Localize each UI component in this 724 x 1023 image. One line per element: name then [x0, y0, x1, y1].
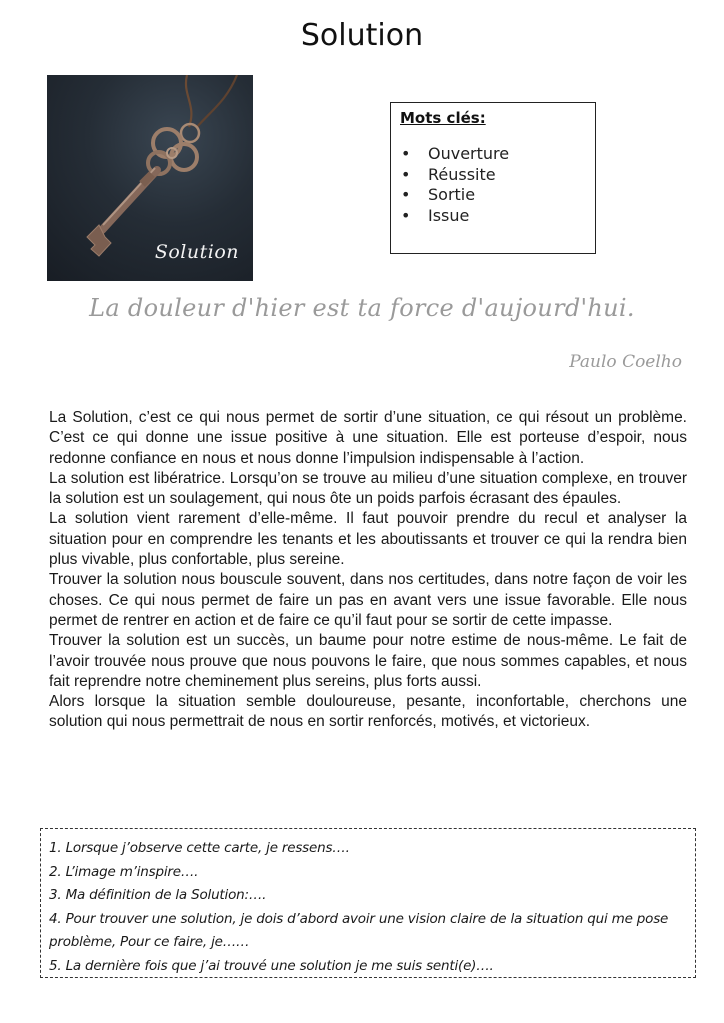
keywords-list [400, 144, 586, 226]
keyword-item: • Sortie [400, 185, 586, 206]
keywords-box [390, 102, 596, 254]
keyword-item: • Ouverture [400, 144, 586, 165]
quote-author: Paulo Coelho [569, 352, 682, 372]
paragraph: La solution est libératrice. Lorsqu’on se trouve au milieu d’une situation complexe, en trouver la solution est un soulagement, qui nous ôte un poids parfois écrasant des épaules. [49, 469, 687, 508]
question-item: 5. La dernière fois que j’ai trouvé une solution je me suis senti(e)…. [49, 957, 494, 974]
keywords-title: Mots clés: [400, 109, 486, 127]
page-title: Solution [300, 18, 424, 53]
keyword-item: • Réussite [400, 165, 586, 186]
questions-box [40, 828, 696, 978]
body-text [49, 408, 687, 733]
photo-caption: Solution [154, 241, 239, 263]
question-item: 2. L’image m’inspire…. [49, 863, 199, 880]
paragraph: Alors lorsque la situation semble douloureuse, pesante, inconfortable, cherchons une solution qui nous permettrait de nous en sortir renforcés, motivés, et victorieux. [49, 693, 687, 731]
paragraph: La Solution, c’est ce qui nous permet de sortir d’une situation, ce qui résout un problème. C’est ce qui donne une issue positive à une situation. Elle est porteuse d’espoir, nous redonne confiance en nous et nous donne l’impulsion indispensable à l’action. [49, 409, 687, 467]
paragraph: Trouver la solution nous bouscule souvent, dans nos certitudes, dans notre façon de voir les choses. Ce qui nous permet de faire un pas en avant vers une issue favorable. Elle nous permet de rentrer en action et de faire ce qu’il faut pour se sortir de cette impasse. [49, 571, 687, 629]
keyword-item: • Issue [400, 206, 586, 227]
question-item: 4. Pour trouver une solution, je dois d’abord avoir une vision claire de la situation qui me pose problème, Pour ce faire, je…… [49, 910, 669, 950]
paragraph: La solution vient rarement d’elle-même. Il faut pouvoir prendre du recul et analyser la situation pour en comprendre les tenants et les aboutissants et trouver ce qui la rendra bien plus vivable, plus confortable, plus sereine. [49, 510, 687, 569]
question-item: 3. Ma définition de la Solution:…. [49, 887, 267, 903]
question-item: 1. Lorsque j’observe cette carte, je ressens…. [49, 840, 350, 856]
key-photo [47, 75, 253, 281]
quote-text: La douleur d'hier est ta force d'aujourd'hui. [89, 294, 635, 322]
paragraph: Trouver la solution est un succès, un baume pour notre estime de nous-même. Le fait de l’avoir trouvée nous prouve que nous pouvons le faire, que nous sommes capables, et nous fait reprendre notre cheminement plus sereins, plus forts aussi. [49, 632, 687, 690]
